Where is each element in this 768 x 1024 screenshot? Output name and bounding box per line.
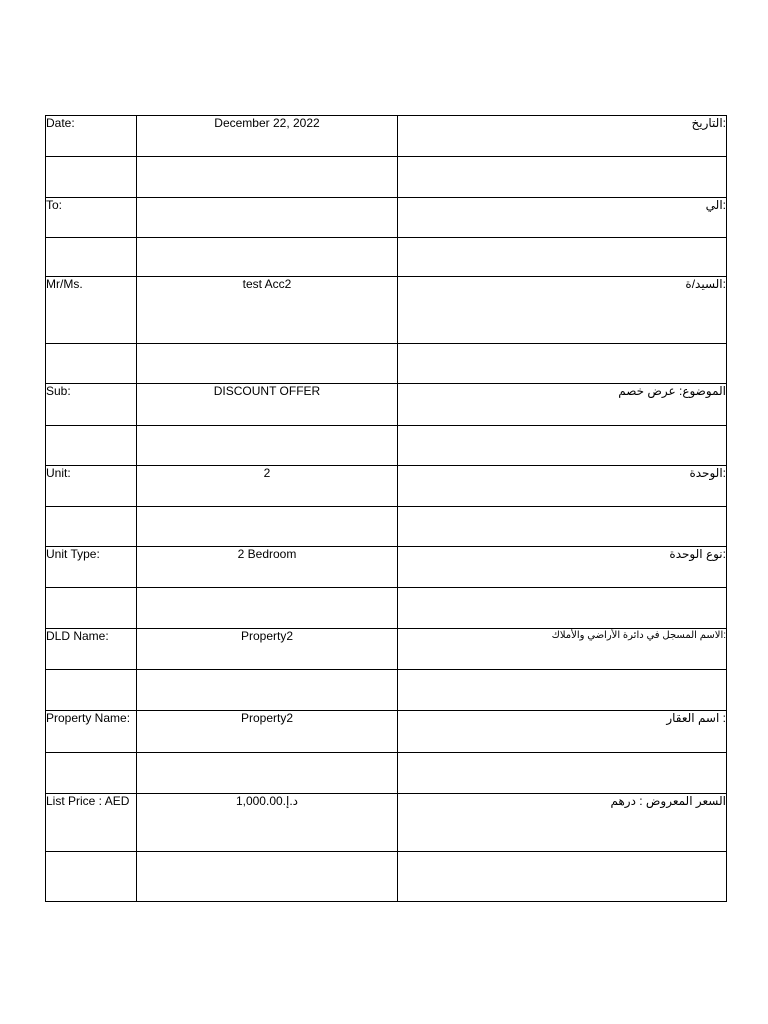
table-row-subject	[46, 384, 727, 426]
spacer-row	[46, 507, 727, 547]
property-name-label-arabic: اسم العقار :	[398, 711, 727, 753]
empty-cell	[398, 344, 727, 384]
offer-letter-table	[45, 115, 727, 902]
empty-cell	[398, 670, 727, 711]
table-row-unit-type	[46, 547, 727, 588]
table-row-list-price	[46, 794, 727, 852]
spacer-row	[46, 426, 727, 466]
spacer-row	[46, 157, 727, 198]
dld-name-label-arabic: الاسم المسجل في دائرة الأراضي والأملاك:	[398, 629, 727, 670]
table-row-unit	[46, 466, 727, 507]
unit-type-label: Unit Type:	[46, 547, 137, 588]
unit-value: 2	[137, 466, 398, 507]
subject-value: DISCOUNT OFFER	[137, 384, 398, 426]
empty-cell	[46, 157, 137, 198]
empty-cell	[398, 852, 727, 902]
empty-cell	[137, 507, 398, 547]
empty-cell	[46, 344, 137, 384]
table-row-property-name	[46, 711, 727, 753]
empty-cell	[137, 426, 398, 466]
empty-cell	[137, 157, 398, 198]
date-label: Date:	[46, 116, 137, 157]
empty-cell	[137, 670, 398, 711]
empty-cell	[46, 238, 137, 277]
spacer-row	[46, 344, 727, 384]
unit-type-value: 2 Bedroom	[137, 547, 398, 588]
empty-cell	[46, 670, 137, 711]
empty-cell	[46, 753, 137, 794]
empty-cell	[137, 238, 398, 277]
recipient-label: Mr/Ms.	[46, 277, 137, 344]
spacer-row	[46, 753, 727, 794]
recipient-label-arabic: السيد/ة:	[398, 277, 727, 344]
list-price-label-arabic: السعر المعروض : درهم	[398, 794, 727, 852]
to-label: To:	[46, 198, 137, 238]
empty-cell	[398, 238, 727, 277]
empty-cell	[137, 852, 398, 902]
list-price-amount: د.إ.1,000.00	[235, 794, 299, 808]
list-price-value	[137, 794, 398, 852]
date-value: December 22, 2022	[137, 116, 398, 157]
empty-cell	[46, 507, 137, 547]
spacer-row	[46, 852, 727, 902]
unit-type-label-arabic: نوع الوحدة:	[398, 547, 727, 588]
empty-cell	[46, 588, 137, 629]
table-row-to	[46, 198, 727, 238]
table-row-dld-name	[46, 629, 727, 670]
empty-cell	[398, 753, 727, 794]
to-value	[137, 198, 398, 238]
unit-label: Unit:	[46, 466, 137, 507]
empty-cell	[398, 426, 727, 466]
subject-label: Sub:	[46, 384, 137, 426]
table-row-recipient	[46, 277, 727, 344]
empty-cell	[137, 588, 398, 629]
spacer-row	[46, 670, 727, 711]
table-row-date	[46, 116, 727, 157]
empty-cell	[137, 344, 398, 384]
property-name-value: Property2	[137, 711, 398, 753]
list-price-label: List Price : AED	[46, 794, 137, 852]
spacer-row	[46, 238, 727, 277]
empty-cell	[398, 588, 727, 629]
dld-name-label: DLD Name:	[46, 629, 137, 670]
recipient-value: test Acc2	[137, 277, 398, 344]
empty-cell	[398, 507, 727, 547]
unit-label-arabic: الوحدة:	[398, 466, 727, 507]
dld-name-value: Property2	[137, 629, 398, 670]
to-label-arabic: الي:	[398, 198, 727, 238]
subject-label-arabic: الموضوع: عرض خصم	[398, 384, 727, 426]
spacer-row	[46, 588, 727, 629]
empty-cell	[46, 426, 137, 466]
empty-cell	[46, 852, 137, 902]
property-name-label: Property Name:	[46, 711, 137, 753]
date-label-arabic: التاريخ:	[398, 116, 727, 157]
empty-cell	[398, 157, 727, 198]
empty-cell	[137, 753, 398, 794]
